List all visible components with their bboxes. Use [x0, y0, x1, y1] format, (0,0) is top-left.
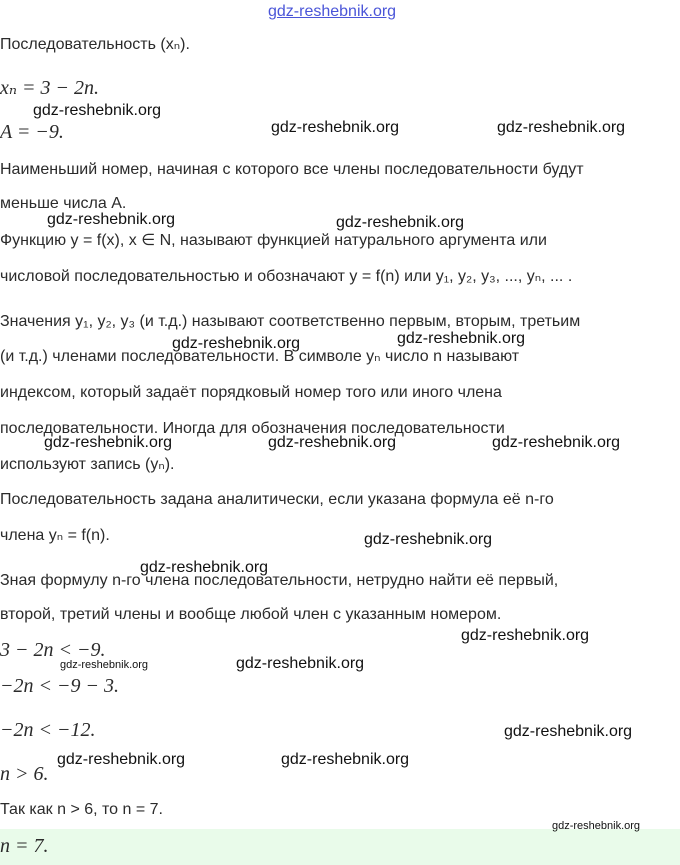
watermark: gdz-reshebnik.org	[47, 211, 176, 228]
watermark: gdz-reshebnik.org	[57, 751, 186, 768]
watermark: gdz-reshebnik.org	[492, 434, 621, 451]
watermark: gdz-reshebnik.org	[172, 335, 301, 352]
solution-step-2: −2n < −9 − 3.	[0, 675, 119, 697]
theory-text-4: (и т.д.) членами последовательности. В символе yₙ число n называют	[0, 348, 520, 365]
solution-step-1: 3 − 2n < −9.	[0, 639, 106, 661]
watermark: gdz-reshebnik.org	[552, 820, 641, 832]
theory-text-5: индексом, который задаёт порядковый номер того или иного члена	[0, 384, 502, 401]
watermark: gdz-reshebnik.org	[461, 627, 590, 644]
watermark-link[interactable]: gdz-reshebnik.org	[268, 3, 397, 20]
analytic-text-2: члена yₙ = f(n).	[0, 527, 110, 544]
answer-value: n = 7.	[0, 835, 49, 857]
watermark: gdz-reshebnik.org	[236, 655, 365, 672]
sequence-label: Последовательность (xₙ).	[0, 36, 190, 53]
theory-text-1: Функцию y = f(x), x ∈ N, называют функцией натурального аргумента или	[0, 232, 547, 249]
conclusion-text: Так как n > 6, то n = 7.	[0, 801, 163, 818]
watermark: gdz-reshebnik.org	[336, 214, 465, 231]
watermark: gdz-reshebnik.org	[504, 723, 633, 740]
watermark: gdz-reshebnik.org	[33, 102, 162, 119]
watermark: gdz-reshebnik.org	[140, 559, 269, 576]
task-text-1: Наименьший номер, начиная с которого все члены последовательности будут	[0, 161, 584, 178]
theory-text-7: используют запись (yₙ).	[0, 456, 175, 473]
value-a: A = −9.	[0, 121, 64, 143]
solution-step-3: −2n < −12.	[0, 719, 96, 741]
watermark: gdz-reshebnik.org	[281, 751, 410, 768]
watermark: gdz-reshebnik.org	[271, 119, 400, 136]
watermark: gdz-reshebnik.org	[364, 531, 493, 548]
theory-text-6: последовательности. Иногда для обозначения последовательности	[0, 420, 505, 437]
formula-xn: xₙ = 3 − 2n.	[0, 77, 99, 99]
theory-text-2: числовой последовательностью и обозначают y = f(n) или y₁, y₂, y₃, ..., yₙ, ... .	[0, 268, 573, 285]
formula-text-2: второй, третий члены и вообще любой член с указанным номером.	[0, 606, 502, 623]
solution-step-4: n > 6.	[0, 763, 49, 785]
watermark: gdz-reshebnik.org	[44, 434, 173, 451]
theory-text-3: Значения y₁, y₂, y₃ (и т.д.) называют соответственно первым, вторым, третьим	[0, 313, 581, 330]
watermark: gdz-reshebnik.org	[397, 330, 526, 347]
analytic-text-1: Последовательность задана аналитически, если указана формула её n-го	[0, 491, 554, 508]
watermark: gdz-reshebnik.org	[497, 119, 626, 136]
formula-text-1: Зная формулу n-го члена последовательности, нетрудно найти её первый,	[0, 572, 559, 589]
watermark: gdz-reshebnik.org	[268, 434, 397, 451]
task-text-2: меньше числа A.	[0, 195, 127, 212]
watermark: gdz-reshebnik.org	[60, 659, 149, 671]
answer-highlight	[0, 829, 680, 865]
